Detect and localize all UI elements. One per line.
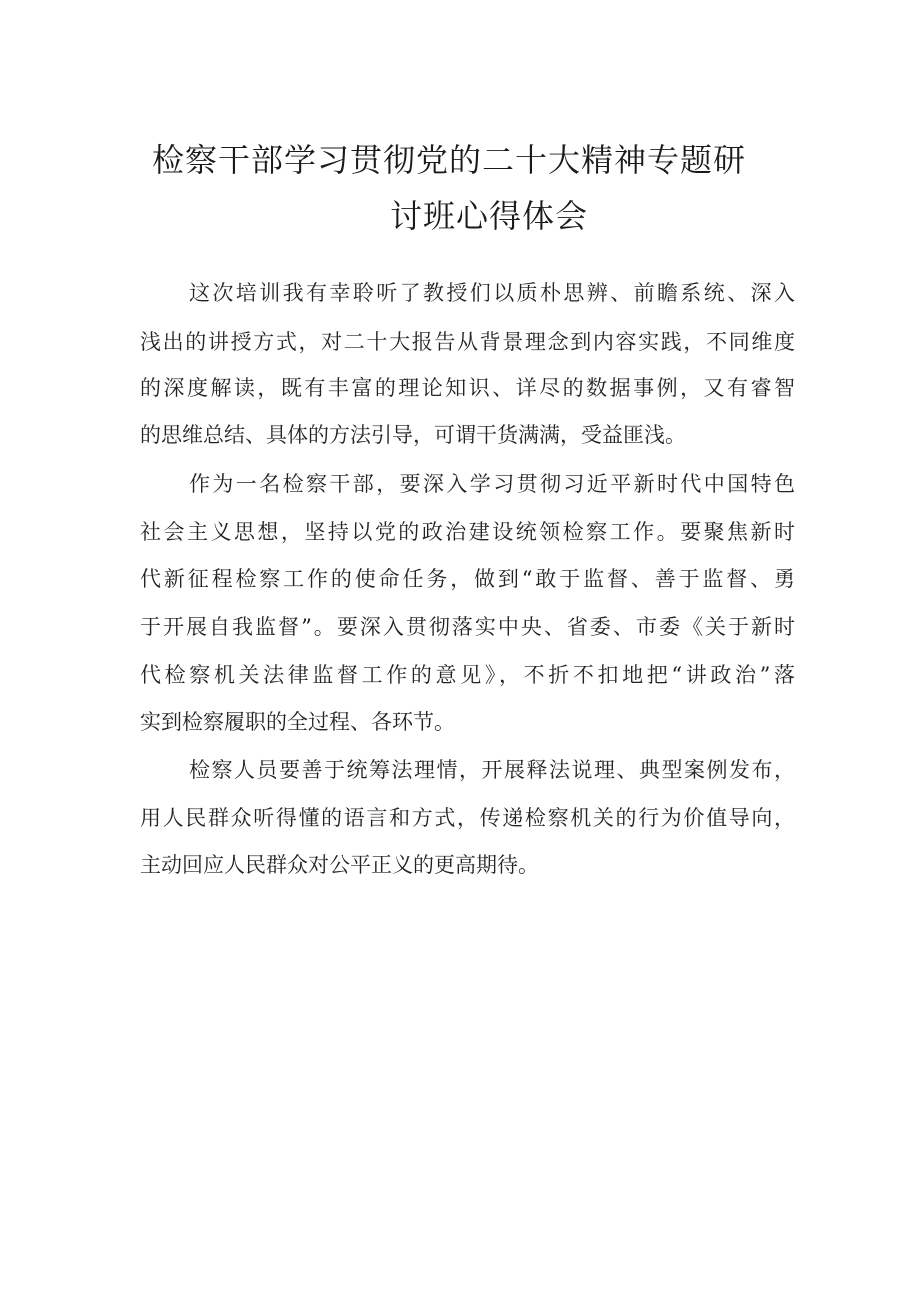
paragraph-2-line-4: 于开展自我监督”。要深入贯彻落实中央、省委、市委《关于新时 <box>140 615 795 639</box>
paragraph-1-line-2: 浅出的讲授方式，对二十大报告从背景理念到内容实践，不同维度 <box>140 330 795 354</box>
paragraph-3-line-3: 主动回应人民群众对公平正义的更高期待。 <box>140 853 539 877</box>
paragraph-3-line-2: 用人民群众听得懂的语言和方式，传递检察机关的行为价值导向， <box>140 806 795 830</box>
document-title-line-2: 讨班心得体会 <box>390 197 589 235</box>
paragraph-1-line-1: 这次培训我有幸聆听了教授们以质朴思辨、前瞻系统、深入 <box>189 281 795 305</box>
paragraph-2-line-2: 社会主义思想，坚持以党的政治建设统领检察工作。要聚焦新时 <box>140 520 795 544</box>
paragraph-1-line-3: 的深度解读，既有丰富的理论知识、详尽的数据事例，又有睿智 <box>140 376 795 400</box>
paragraph-1-line-4: 的思维总结、具体的方法引导，可谓干货满满，受益匪浅。 <box>140 423 686 447</box>
paragraph-2-line-5: 代检察机关法律监督工作的意见》，不折不扣地把“讲政治”落 <box>140 663 795 687</box>
paragraph-2-line-1: 作为一名检察干部，要深入学习贯彻习近平新时代中国特色 <box>189 472 795 496</box>
paragraph-2-line-3: 代新征程检察工作的使命任务，做到“敢于监督、善于监督、勇 <box>140 567 795 591</box>
paragraph-2-line-6: 实到检察履职的全过程、各环节。 <box>140 710 455 734</box>
paragraph-3-line-1: 检察人员要善于统筹法理情，开展释法说理、典型案例发布， <box>189 758 795 782</box>
document-title-line-1: 检察干部学习贯彻党的二十大精神专题研 <box>152 141 747 179</box>
